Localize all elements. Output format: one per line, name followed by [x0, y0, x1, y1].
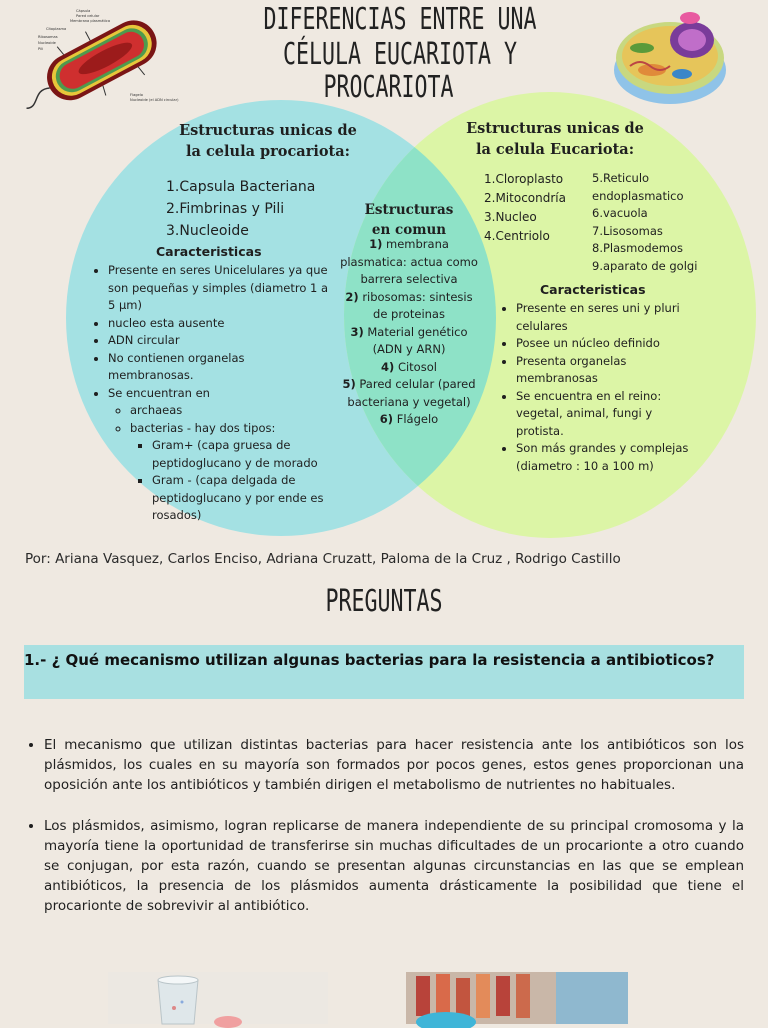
list-item: • Se encuentra en el reino: vegetal, animal, fungi y protista. — [516, 388, 698, 441]
prokaryote-characteristics — [90, 262, 330, 525]
prokaryote-characteristics-heading: Caracteristicas — [156, 244, 262, 259]
list-item: • Los plásmidos, asimismo, logran replicarse de manera independiente de su principal cromosoma y la mayoría tiene la oportunidad de transferirse sin muchas dificultades de un procarionte a otro cuando se conjugan, por esta razón, cuando se presentan algunas circunstancias en las que se emplean antibióticos, la presencia de los plásmidos aumenta drásticamente la posibilidad que tiene el procarionte de sobrevivir al antibiótico. — [44, 816, 744, 916]
list-item: ▪ Gram - (capa delgada de peptidoglucano y por ende es rosados) — [152, 472, 330, 525]
list-item: ◦ archaeas — [130, 402, 330, 420]
eukaryote-heading: Estructuras unicas de la celula Eucariota: — [466, 120, 644, 158]
list-item: 6) Flágelo — [379, 412, 439, 426]
list-item: • No contienen organelas membranosas. — [108, 350, 330, 385]
eukaryote-structures-col2 — [592, 170, 708, 275]
prokaryote-label-flagelo: Flagelo — [130, 93, 143, 97]
authors-line: Por: Ariana Vasquez, Carlos Enciso, Adriana Cruzatt, Paloma de la Cruz , Rodrigo Castillo — [25, 551, 621, 567]
list-item: 3.Nucleoide — [166, 223, 249, 239]
list-item: 3) Material genético (ADN y ARN) — [350, 324, 468, 356]
prokaryote-label-nucleoide: Nucleoide — [38, 41, 56, 45]
prokaryote-label-pili: Pili — [38, 47, 44, 51]
list-item: • Son más grandes y complejas (diametro : 10 a 100 m) — [516, 440, 698, 475]
list-item: 5.Reticulo endoplasmatico — [592, 171, 684, 203]
list-item: 8.Plasmodemos — [592, 241, 683, 255]
list-item: 1.Cloroplasto — [484, 172, 564, 186]
list-item: 4.Centriolo — [484, 229, 550, 243]
prokaryote-label-citoplasma: Citoplasma — [46, 27, 67, 31]
list-item: • Posee un núcleo definido — [516, 335, 698, 353]
page-title-line1: DIFERENCIAS ENTRE UNA CÉLULA EUCARIOTA Y — [263, 2, 537, 72]
prokaryote-label-membrana: Membrana plasmática — [70, 19, 111, 23]
answer-1 — [24, 735, 744, 795]
list-item: 2.Fimbrinas y Pili — [166, 201, 285, 217]
list-item: • Presente en seres uni y pluri celulares — [516, 300, 698, 335]
list-item: 4) Citosol — [381, 359, 437, 374]
list-item: 9.aparato de golgi — [592, 258, 698, 273]
list-item: • nucleo esta ausente — [108, 315, 330, 333]
prokaryote-label-pared: Pared celular — [76, 14, 100, 18]
list-item: 1.Capsula Bacteriana — [166, 179, 316, 195]
common-structures-list — [338, 236, 480, 429]
prokaryote-label-adn: Nucleoide (el ADN circular) — [130, 98, 179, 102]
list-item: • ADN circular — [108, 332, 330, 350]
eukaryote-characteristics — [498, 300, 698, 475]
list-item: • Se encuentran en ◦ archaeas ◦ bacterias - hay dos tipos: ▪ Gram+ (capa gruesa de peptidoglucano y de morado ▪ Gram - (capa delgada de peptidoglucano y por ende es rosados) — [108, 385, 330, 525]
prokaryote-label-capsula: Cápsula — [76, 9, 91, 13]
list-item: 6.vacuola — [592, 206, 648, 220]
list-item: 2) ribosomas: sintesis de proteinas — [345, 289, 473, 321]
prokaryote-label-ribosomas: Ribosomas — [38, 35, 58, 39]
lab-photo — [406, 972, 628, 1024]
answer-2 — [24, 816, 744, 916]
list-item: • El mecanismo que utilizan distintas bacterias para hacer resistencia ante los antibióticos son los plásmidos, los cuales en su mayoría son formados por pocos genes, estos genes proporcionan una oposición ante los antibióticos y también dirigen el metabolismo de nutrientes no habituales. — [44, 735, 744, 795]
question-bar — [24, 645, 744, 699]
list-item: • Presenta organelas membranosas — [516, 353, 698, 388]
prokaryote-structures-list — [166, 176, 336, 242]
eukaryote-structures-col1 — [484, 170, 584, 246]
prokaryote-heading: Estructuras unicas de la celula procariota: — [179, 122, 357, 160]
list-item: 7.Lisosomas — [592, 223, 663, 238]
questions-title: PREGUNTAS — [325, 584, 443, 619]
list-item: 2.Mitocondría — [484, 191, 566, 205]
list-item: 5) Pared celular (pared bacteriana y vegetal) — [342, 377, 476, 409]
common-heading: Estructuras en comun — [364, 202, 454, 238]
list-item: 3.Nucleo — [484, 210, 537, 224]
list-item: ▪ Gram+ (capa gruesa de peptidoglucano y de morado — [152, 437, 330, 472]
question-1: 1.- ¿ Qué mecanismo utilizan algunas bacterias para la resistencia a antibioticos? — [24, 651, 715, 669]
glass-photo — [108, 972, 328, 1024]
eukaryote-characteristics-heading: Caracteristicas — [540, 282, 646, 297]
list-item: ◦ bacterias - hay dos tipos: ▪ Gram+ (capa gruesa de peptidoglucano y de morado ▪ Gram - (capa delgada de peptidoglucano y por ende es rosados) — [130, 420, 330, 525]
page-title-line2: PROCARIOTA — [323, 70, 454, 105]
list-item: 1) membrana plasmatica: actua como barrera selectiva — [340, 237, 478, 286]
list-item: • Presente en seres Unicelulares ya que son pequeñas y simples (diametro 1 a 5 µm) — [108, 262, 330, 315]
